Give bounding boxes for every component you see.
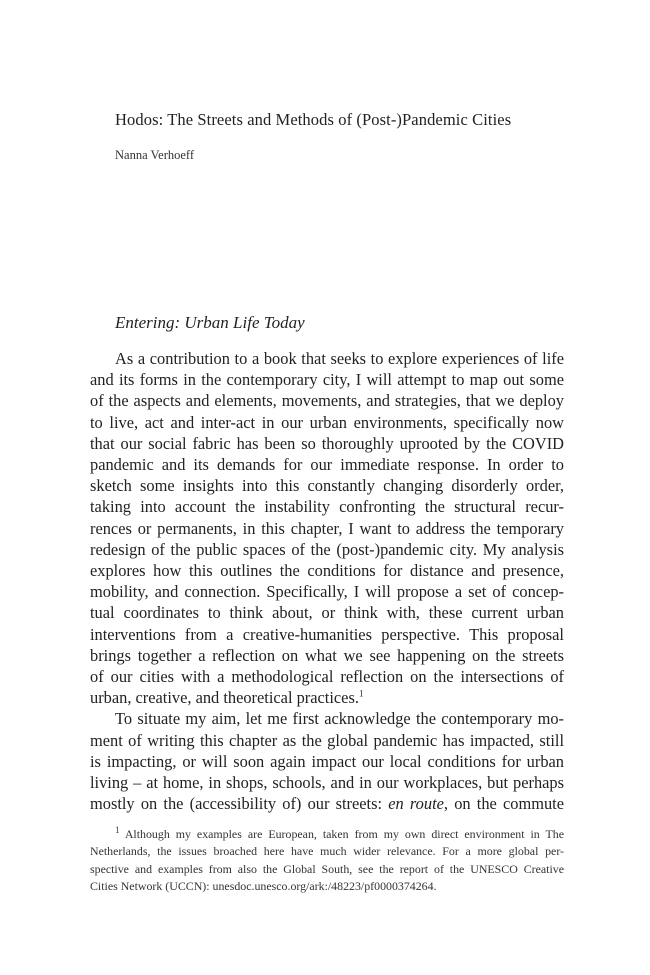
body-line-last xyxy=(90,793,564,814)
footnote xyxy=(90,826,564,895)
body-line: mobility, and connection. Specifically, I will propose a set of concep- xyxy=(90,582,564,602)
footnote-line xyxy=(90,826,564,843)
footnote-line: spective and examples from also the Global South, see the report of the UNESCO Creative xyxy=(90,861,564,876)
body-line: living – at home, in shops, schools, and in our workplaces, but perhaps xyxy=(90,773,564,793)
footnote-marker: 1 xyxy=(115,825,120,836)
body-line: interventions from a creative-humanities perspective. This proposal xyxy=(90,624,564,644)
body-line: To situate my aim, let me first acknowledge the contemporary mo- xyxy=(115,709,564,729)
footnote-line: Cities Network (UCCN): unesdoc.unesco.org/ark:/48223/pf0000374264. xyxy=(90,878,437,893)
body-line: sketch some insights into this constantly changing disorderly order, xyxy=(90,476,564,496)
body-line: urban, creative, and theoretical practices. xyxy=(90,688,359,708)
body-line: brings together a reflection on what we see happening on the streets xyxy=(90,645,564,665)
body-line: explores how this outlines the conditions for distance and presence, xyxy=(90,561,564,581)
body-line: that our social fabric has been so thoroughly uprooted by the COVID xyxy=(90,433,564,453)
body-line: of the aspects and elements, movements, and strategies, that we deploy xyxy=(90,391,564,411)
footnote-text: Although my examples are European, taken from my own direct environment in The xyxy=(124,827,564,841)
section-heading: Entering: Urban Life Today xyxy=(115,313,305,332)
body-line: ment of writing this chapter as the global pandemic has impacted, still xyxy=(90,730,564,750)
chapter-title: Hodos: The Streets and Methods of (Post-)Pandemic Cities xyxy=(115,110,512,129)
body-line: tual coordinates to think about, or think with, these current urban xyxy=(90,603,564,623)
author-name: Nanna Verhoeff xyxy=(115,148,195,162)
body-line: taking into account the instability confronting the structural recur- xyxy=(90,497,564,517)
footnote-reference: 1 xyxy=(358,688,364,699)
emphasis-text: en route xyxy=(388,794,444,814)
body-line: As a contribution to a book that seeks to explore experiences of life xyxy=(115,349,564,368)
body-line: of our cities with a methodological reflection on the intersections of xyxy=(90,667,564,687)
body-line: pandemic and its demands for our immediate response. In order to xyxy=(90,455,564,475)
body-line: to live, act and inter-act in our urban environments, specifically now xyxy=(90,412,564,432)
footnote-line: Netherlands, the issues broached here have much wider relevance. For a more global per- xyxy=(90,844,564,859)
body-line-tail: , on the commute xyxy=(443,794,564,814)
body-line: rences or permanents, in this chapter, I want to address the temporary xyxy=(90,518,564,538)
body-line-with-footnote xyxy=(90,687,564,708)
body-line: mostly on the (accessibility of) our streets: xyxy=(90,794,383,814)
body-text xyxy=(90,348,564,814)
body-line: redesign of the public spaces of the (post-)pandemic city. My analysis xyxy=(90,539,564,559)
body-line: and its forms in the contemporary city, I will attempt to map out some xyxy=(90,370,564,390)
body-line: is impacting, or will soon again impact our local conditions for urban xyxy=(90,751,564,771)
